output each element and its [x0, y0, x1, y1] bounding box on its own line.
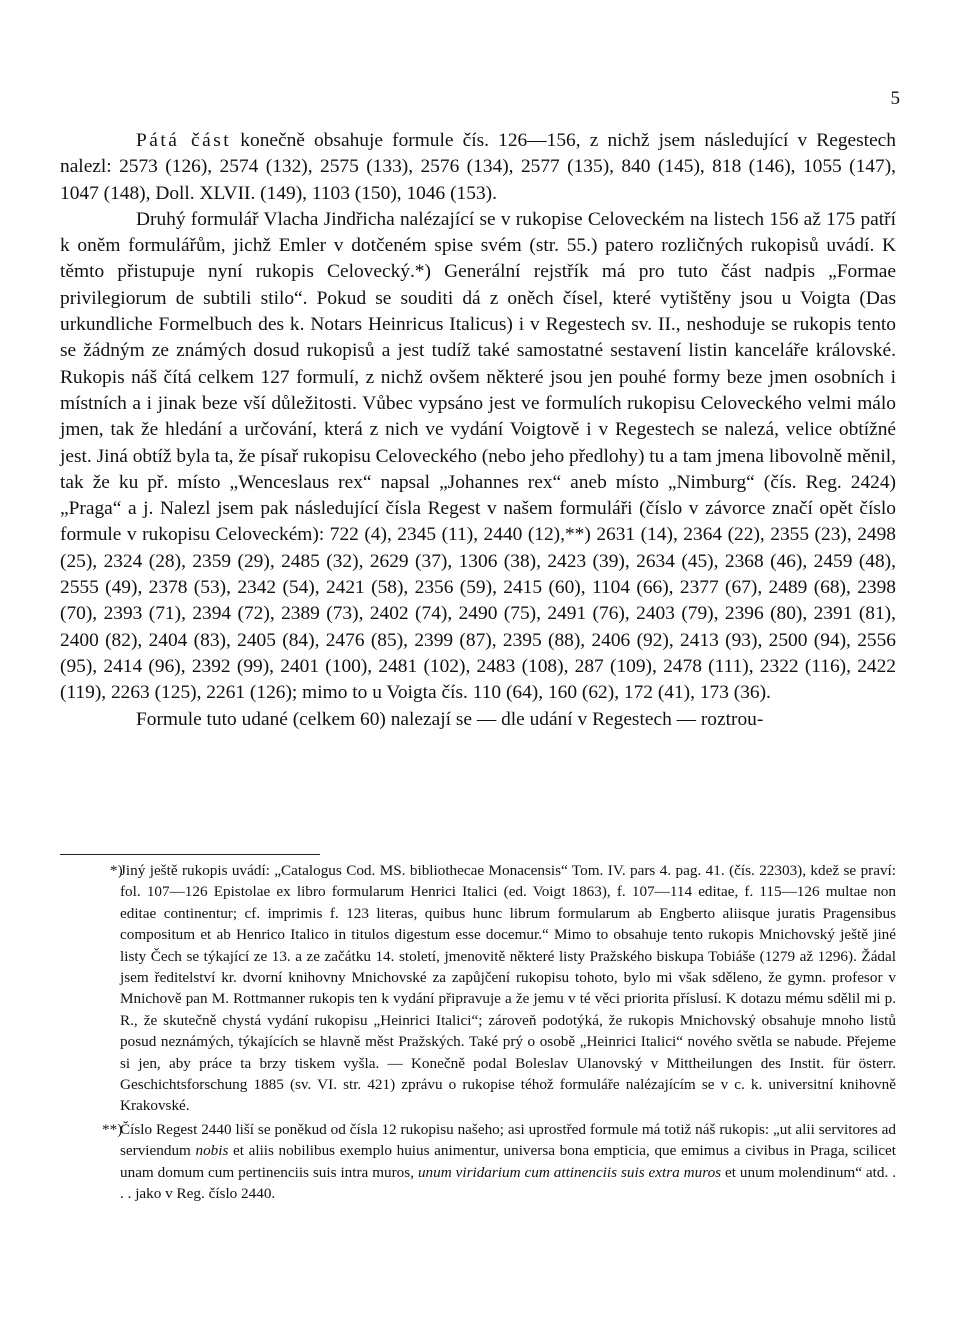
footnote-italic: nobis: [195, 1142, 229, 1160]
paragraph-text: konečně obsahuje formule čís. 126—156, z nichž jsem následující v Regestech nalezl: 2573 (126), 2574 (132), 2575 (133), 2576 (134), 2577 (135), 840 (145), 818 (146), 1055 (147), 1047 (148), Doll. XLVII. (149), 1103 (150), 1046 (153).: [60, 130, 896, 204]
paragraph-2: Druhý formulář Vlacha Jindřicha nalézající se v rukopise Celoveckém na listech 156 až 175 patří k oněm formulářům, jichž Emler v dotčeném spise svém (str. 55.) patero rozličných rukopisů uvádí. K těmto přistupuje nyní rukopis Celovecký.*) Generální rejstřík má pro tuto část nadpis „Formae privilegiorum de subtili stilo“. Pokud se souditi dá z oněch čísel, které vytištěny jsou u Voigta (Das urkundliche Formelbuch des k. Notars Heinricus Italicus) i v Regestech sv. II., neshoduje se rukopis tento se žádným ze známých dosud rukopisů a jest tudíž také samostatné sestavení listin kanceláře královské. Rukopis náš čítá celkem 127 formulí, z nichž ovšem některé jsou jen pouhé formy beze jmen osobních i místních a i jinak beze vší důležitosti. Vůbec vypsáno jest ve formulích rukopisu Celoveckého velmi málo jmen, tak že hledání a určování, která z nich ve vydání Voigtově i v Regestech se nalezá, velice obtížné jest. Jiná obtíž byla ta, že písař rukopisu Celoveckého (nebo jeho předlohy) tu a tam jmena libovolně měnil, tak že ku př. místo „Wenceslaus rex“ napsal „Johannes rex“ aneb místo „Nimburg“ (čís. Reg. 2424) „Praga“ a j. Nalezl jsem pak následující čísla Regest v našem formuláři (číslo v závorce značí opět číslo formule v rukopisu Celoveckém): 722 (4), 2345 (11), 2440 (12),**) 2631 (14), 2364 (22), 2355 (23), 2498 (25), 2324 (28), 2359 (29), 2485 (32), 2629 (37), 1306 (38), 2423 (39), 2634 (45), 2368 (46), 2459 (48), 2555 (49), 2378 (53), 2342 (54), 2421 (58), 2356 (59), 2415 (60), 1104 (66), 2377 (67), 2489 (68), 2398 (70), 2393 (71), 2394 (72), 2389 (73), 2402 (74), 2490 (75), 2491 (76), 2403 (79), 2396 (80), 2391 (81), 2400 (82), 2404 (83), 2405 (84), 2476 (85), 2399 (87), 2395 (88), 2406 (92), 2413 (93), 2500 (94), 2556 (95), 2414 (96), 2392 (99), 2401 (100), 2481 (102), 2483 (108), 287 (109), 2478 (111), 2322 (116), 2422 (119), 2263 (125), 2261 (126); mimo to u Voigta čís. 110 (64), 160 (62), 172 (41), 173 (36).: [60, 208, 896, 704]
paragraph-3: Formule tuto udané (celkem 60) nalezají se — dle udání v Regestech — roztrou-: [136, 708, 764, 730]
footnotes: [60, 860, 896, 1205]
paragraph-lead: Pátá část: [136, 130, 232, 151]
footnote-italic: unum viridarium cum attinenciis suis extra muros: [417, 1163, 722, 1181]
page-number: 5: [890, 88, 900, 109]
footnote-2: [60, 1119, 896, 1205]
footnote-text-part: et unum molendinum“ atd. . . . jako v Reg. číslo 2440.: [120, 1163, 896, 1203]
paragraph-1: [60, 128, 896, 207]
footnote-1: [60, 860, 896, 1117]
footnote-mark: *): [110, 862, 123, 879]
footnote-mark: **): [102, 1120, 123, 1138]
footnote-divider: [60, 854, 320, 855]
footnote-text: [120, 1119, 896, 1205]
footnote-text-part: Číslo Regest 2440 liší se poněkud od čísla 12 rukopisu našeho; asi uprostřed formule má totiž náš rukopis: „ut alii servitores ad serviendum: [120, 1120, 896, 1160]
footnote-text-part: et aliis nobilibus exemplo huius animentur, universa bona empticia, que emimus a civibus in Praga, scilicet unam domum cum pertinenciis suis intra muros,: [120, 1142, 897, 1181]
main-text: [60, 128, 896, 733]
footnote-text: Jiný ještě rukopis uvádí: „Catalogus Cod. MS. bibliothecae Monacensis“ Tom. IV. pars 4. pag. 41. (čís. 22303), kdež se praví: fol. 107—126 Epistolae ex libro formularum Henrici Italici (ed. Voigt 1863), f. 107—114 editae, f. 115—126 multae non editae continentur; cf. imprimis f. 123 literas, quibus hunc librum formularum ab Engberto aliisque juratis Pragensibus compositum et ab Henrico Italico in titulos digestum esse docemur.“ Mimo to obsahuje tento rukopis Mnichovský ještě jiné listy Čech se týkající ze 13. a ze začátku 14. století, jmenovitě některé listy Pražského biskupa Tobiáše (1279 až 1296). Žádal jsem ředitelství kr. dvorní knihovny Mnichovské za zapůjčení rukopisu tohoto, bylo mi však sděleno, že gymn. profesor v Mnichově pan M. Rottmanner rukopis ten k vydání připravuje a že jemu v té věci priorita příslusí. K dotazu mému sdělil mi p. R., že skutečně chystá vydání rukopisu „Heinrici Italici“; zároveň podotýká, že rukopis Mnichovský obsahuje mnoho listů posud neznámých, týkajících se hlavně měst Pražských. Také prý o osobě „Heinrici Italici“ nového světla se nabude. Přejeme si jen, aby práce ta brzy tiskem vyšla. — Konečně podal Boleslav Ulanovský v Mittheilungen des Instit. für österr. Geschichtsforschung 1885 (sv. VI. str. 421) zprávu o rukopise téhož formuláře nalézajícím se v c. k. universitní knihovně Krakovské.: [120, 862, 896, 1115]
